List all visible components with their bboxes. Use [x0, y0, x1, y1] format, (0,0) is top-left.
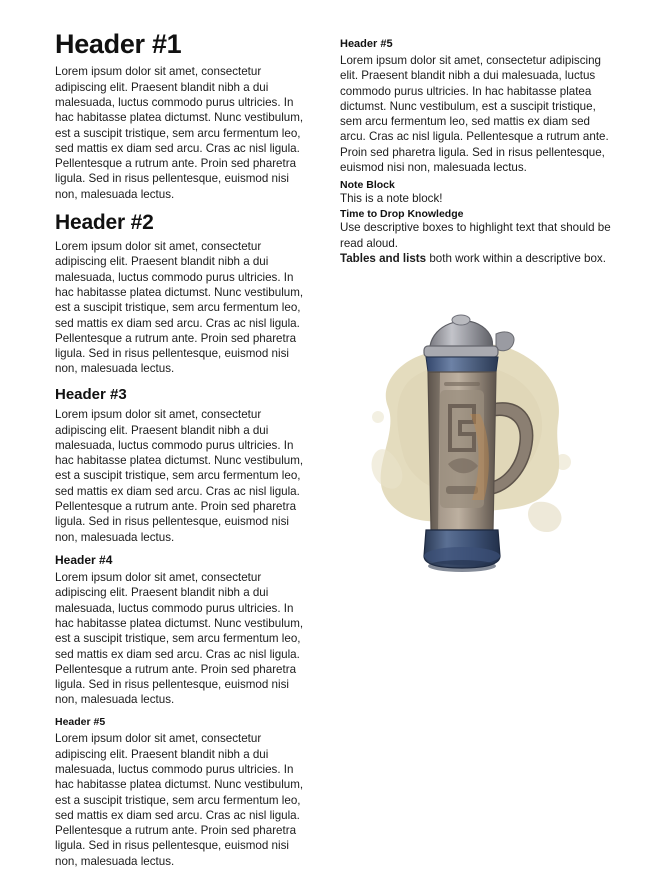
body-text-1: Lorem ipsum dolor sit amet, consectetur adipiscing elit. Praesent blandit nibh a dui malesuada, luctus commodo purus ultricies. In hac habitasse platea dictumst. Nunc vestibulum, est a suscipit tristique, sem arcu fermentum leo, sed mattis ex diam sed arcu. Cras ac nisl ligula. Pellentesque a rutrum ante. Proin sed pharetra ligula. Sed in risus pellentesque, euismod nisi non, malesuada lectus. [55, 65, 304, 201]
section-header-5 [55, 717, 305, 869]
right-heading-5: Header #5 [340, 38, 393, 50]
body-text-3: Lorem ipsum dolor sit amet, consectetur adipiscing elit. Praesent blandit nibh a dui malesuada, luctus commodo purus ultricies. In hac habitasse platea dictumst. Nunc vestibulum, est a suscipit tristique, sem arcu fermentum leo, sed mattis ex diam sed arcu. Cras ac nisl ligula. Pellentesque a rutrum ante. Proin sed pharetra ligula. Sed in risus pellentesque, euismod nisi non, malesuada lectus. [55, 408, 304, 544]
descriptive-box-title: Time to Drop Knowledge [340, 208, 464, 221]
note-block [340, 179, 612, 206]
body-text-4: Lorem ipsum dolor sit amet, consectetur adipiscing elit. Praesent blandit nibh a dui malesuada, luctus commodo purus ultricies. In hac habitasse platea dictumst. Nunc vestibulum, est a suscipit tristique, sem arcu fermentum leo, sed mattis ex diam sed arcu. Cras ac nisl ligula. Pellentesque a rutrum ante. Proin sed pharetra ligula. Sed in risus pellentesque, euismod nisi non, malesuada lectus. [55, 571, 304, 707]
page-title: Header #1 [55, 29, 182, 59]
right-body-text: Lorem ipsum dolor sit amet, consectetur adipiscing elit. Praesent blandit nibh a dui malesuada, luctus commodo purus ultricies. In hac habitasse platea dictumst. Nunc vestibulum, est a suscipit tristique, sem arcu fermentum leo, sed mattis ex diam sed arcu. Cras ac nisl ligula. Pellentesque a rutrum ante. Proin sed pharetra ligula. Sed in risus pellentesque, euismod nisi non, malesuada lectus. [340, 54, 609, 175]
section-right-header-5 [340, 38, 612, 175]
note-block-title: Note Block [340, 179, 395, 192]
heading-5: Header #5 [55, 715, 106, 728]
note-block-body: This is a note block! [340, 192, 443, 206]
descriptive-box-tables-lists [340, 251, 612, 266]
section-header-1 [55, 30, 305, 202]
body-text-2: Lorem ipsum dolor sit amet, consectetur adipiscing elit. Praesent blandit nibh a dui malesuada, luctus commodo purus ultricies. In hac habitasse platea dictumst. Nunc vestibulum, est a suscipit tristique, sem arcu fermentum leo, sed mattis ex diam sed arcu. Cras ac nisl ligula. Pellentesque a rutrum ante. Proin sed pharetra ligula. Sed in risus pellentesque, euismod nisi non, malesuada lectus. [55, 240, 304, 376]
descriptive-box-body: Use descriptive boxes to highlight text that should be read aloud. [340, 221, 611, 250]
right-column [330, 30, 652, 584]
left-column [0, 30, 330, 871]
illustration-container [340, 294, 612, 584]
section-header-2 [55, 212, 305, 377]
heading-3: Header #3 [55, 385, 127, 403]
two-column-layout [0, 30, 652, 871]
descriptive-box [340, 208, 612, 265]
descriptive-box-tail: both work within a descriptive box. [426, 251, 606, 265]
section-header-3 [55, 387, 305, 545]
body-text-5: Lorem ipsum dolor sit amet, consectetur adipiscing elit. Praesent blandit nibh a dui malesuada, luctus commodo purus ultricies. In hac habitasse platea dictumst. Nunc vestibulum, est a suscipit tristique, sem arcu fermentum leo, sed mattis ex diam sed arcu. Cras ac nisl ligula. Pellentesque a rutrum ante. Proin sed pharetra ligula. Sed in risus pellentesque, euismod nisi non, malesuada lectus. [55, 732, 304, 868]
heading-2: Header #2 [55, 211, 154, 235]
heading-4: Header #4 [55, 552, 113, 567]
section-header-4 [55, 554, 305, 708]
beer-stein-icon [400, 294, 550, 584]
descriptive-box-bold-lead: Tables and lists [340, 251, 427, 265]
